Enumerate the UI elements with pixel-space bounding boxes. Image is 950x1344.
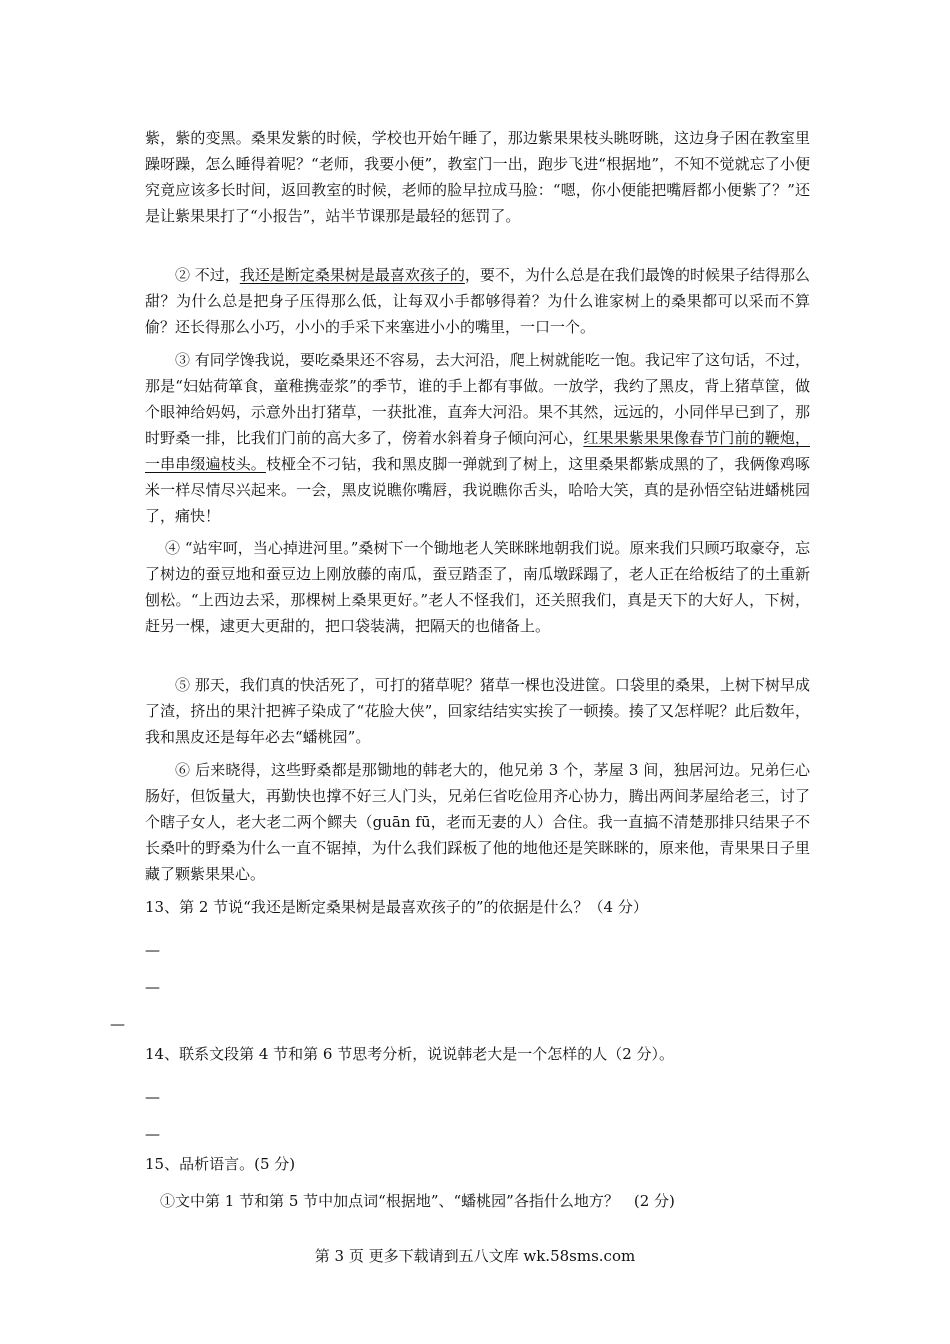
paragraph-5: [145, 672, 810, 750]
question-15: 15、品析语言。(5 分): [145, 1155, 296, 1173]
paragraph-2-text-b: ，要不，为什么总是在我们最馋的时候果子结得那么甜？为什么总是把身子压得那么低，让每双小手都够得着？为什么谁家树上的桑果都可以采而不算偷？还长得那么小巧，小小的手采下来塞进小小的嘴里，一口一个。: [145, 266, 810, 336]
question-15-part-1: ①文中第 1 节和第 5 节中加点词“根据地”、“蟠桃园”各指什么地方？ (2 分): [160, 1192, 675, 1210]
answer-blank-13-1[interactable]: —: [145, 941, 160, 959]
paragraph-4: [145, 535, 810, 639]
answer-blank-13-3[interactable]: —: [110, 1015, 125, 1033]
paragraph-2-underlined: 我还是断定桑果树是最喜欢孩子的: [239, 266, 465, 284]
paragraph-3-text-a: ③ 有同学馋我说，要吃桑果还不容易，去大河沿，爬上树就能吃一饱。我记牢了这句话，不过，那是“妇姑荷箪食，童稚携壶浆”的季节，谁的手上都有事做。一放学，我约了黑皮，背上猪草筐，做个眼神给妈妈，示意外出打猪草，一获批准，直奔大河沿。果不其然，远远的，小同伴早已到了，那时野桑一排，比我们门前的高大多了，傍着水斜着身子倾向河心，: [145, 351, 810, 447]
paragraph-3: [145, 347, 810, 529]
paragraph-2: [145, 262, 810, 340]
paragraph-4-text: ④ “站牢呵，当心掉进河里。”桑树下一个锄地老人笑眯眯地朝我们说。原来我们只顾巧取豪夺，忘了树边的蚕豆地和蚕豆边上刚放藤的南瓜，蚕豆踏歪了，南瓜墩踩蹋了，老人正在给板结了的土重新刨松。“上西边去采，那棵树上桑果更好。”老人不怪我们，还关照我们，真是天下的大好人，下树，赶另一棵，逮更大更甜的，把口袋装满，把隔天的也储备上。: [145, 539, 810, 635]
paragraph-6: [145, 757, 810, 887]
paragraph-2-text-a: ② 不过，: [175, 266, 240, 284]
paragraph-1: [145, 125, 810, 229]
answer-blank-14-1[interactable]: —: [145, 1088, 160, 1106]
paragraph-5-text: ⑤ 那天，我们真的快活死了，可打的猪草呢？猪草一棵也没进筐。口袋里的桑果，上树下树早成了渣，挤出的果汁把裤子染成了“花脸大侠”，回家结结实实挨了一顿揍。揍了又怎样呢？此后数年，我和黑皮还是每年必去“蟠桃园”。: [145, 676, 810, 746]
paragraph-3-underlined: 红果果紫果果像春节门前的鞭炮，一串串缀遍枝头。: [145, 429, 810, 473]
question-13: 13、第 2 节说“我还是断定桑果树是最喜欢孩子的”的依据是什么？（4 分）: [145, 898, 648, 916]
page-footer: 第 3 页 更多下载请到五八文库 wk.58sms.com: [314, 1247, 636, 1265]
paragraph-1-text: 紫，紫的变黑。桑果发紫的时候，学校也开始午睡了，那边紫果果枝头眺呀眺，这边身子困在教室里躁呀躁，怎么睡得着呢？“老师，我要小便”，教室门一出，跑步飞进“根据地”，不知不觉就忘了小便究竟应该多长时间，返回教室的时候，老师的脸早拉成马脸：“嗯，你小便能把嘴唇都小便紫了？”还是让紫果果打了“小报告”，站半节课那是最轻的惩罚了。: [145, 129, 810, 225]
answer-blank-13-2[interactable]: —: [145, 978, 160, 996]
question-14: 14、联系文段第 4 节和第 6 节思考分析，说说韩老大是一个怎样的人（2 分）。: [145, 1045, 675, 1063]
paragraph-6-text: ⑥ 后来晓得，这些野桑都是那锄地的韩老大的，他兄弟 3 个，茅屋 3 间，独居河边。兄弟仨心肠好，但饭量大，再勤快也撑不好三人门头，兄弟仨省吃俭用齐心协力，腾出两间茅屋给老三，讨了个瞎子女人，老大老二两个鳏夫（guān fū，老而无妻的人）合住。我一直搞不清楚那排只结果子不长桑叶的野桑为什么一直不锯掉，为什么我们踩板了他的地他还是笑眯眯的，原来他，青果果日子里藏了颗紫果果心。: [145, 761, 810, 883]
answer-blank-14-2[interactable]: —: [145, 1125, 160, 1143]
paragraph-3-text-b: 枝桠全不刁钻，我和黑皮脚一弹就到了树上，这里桑果都紫成黑的了，我俩像鸡啄米一样尽情尽兴起来。一会，黑皮说瞧你嘴唇，我说瞧你舌头，哈哈大笑，真的是孙悟空钻进蟠桃园了，痛快！: [145, 455, 810, 525]
